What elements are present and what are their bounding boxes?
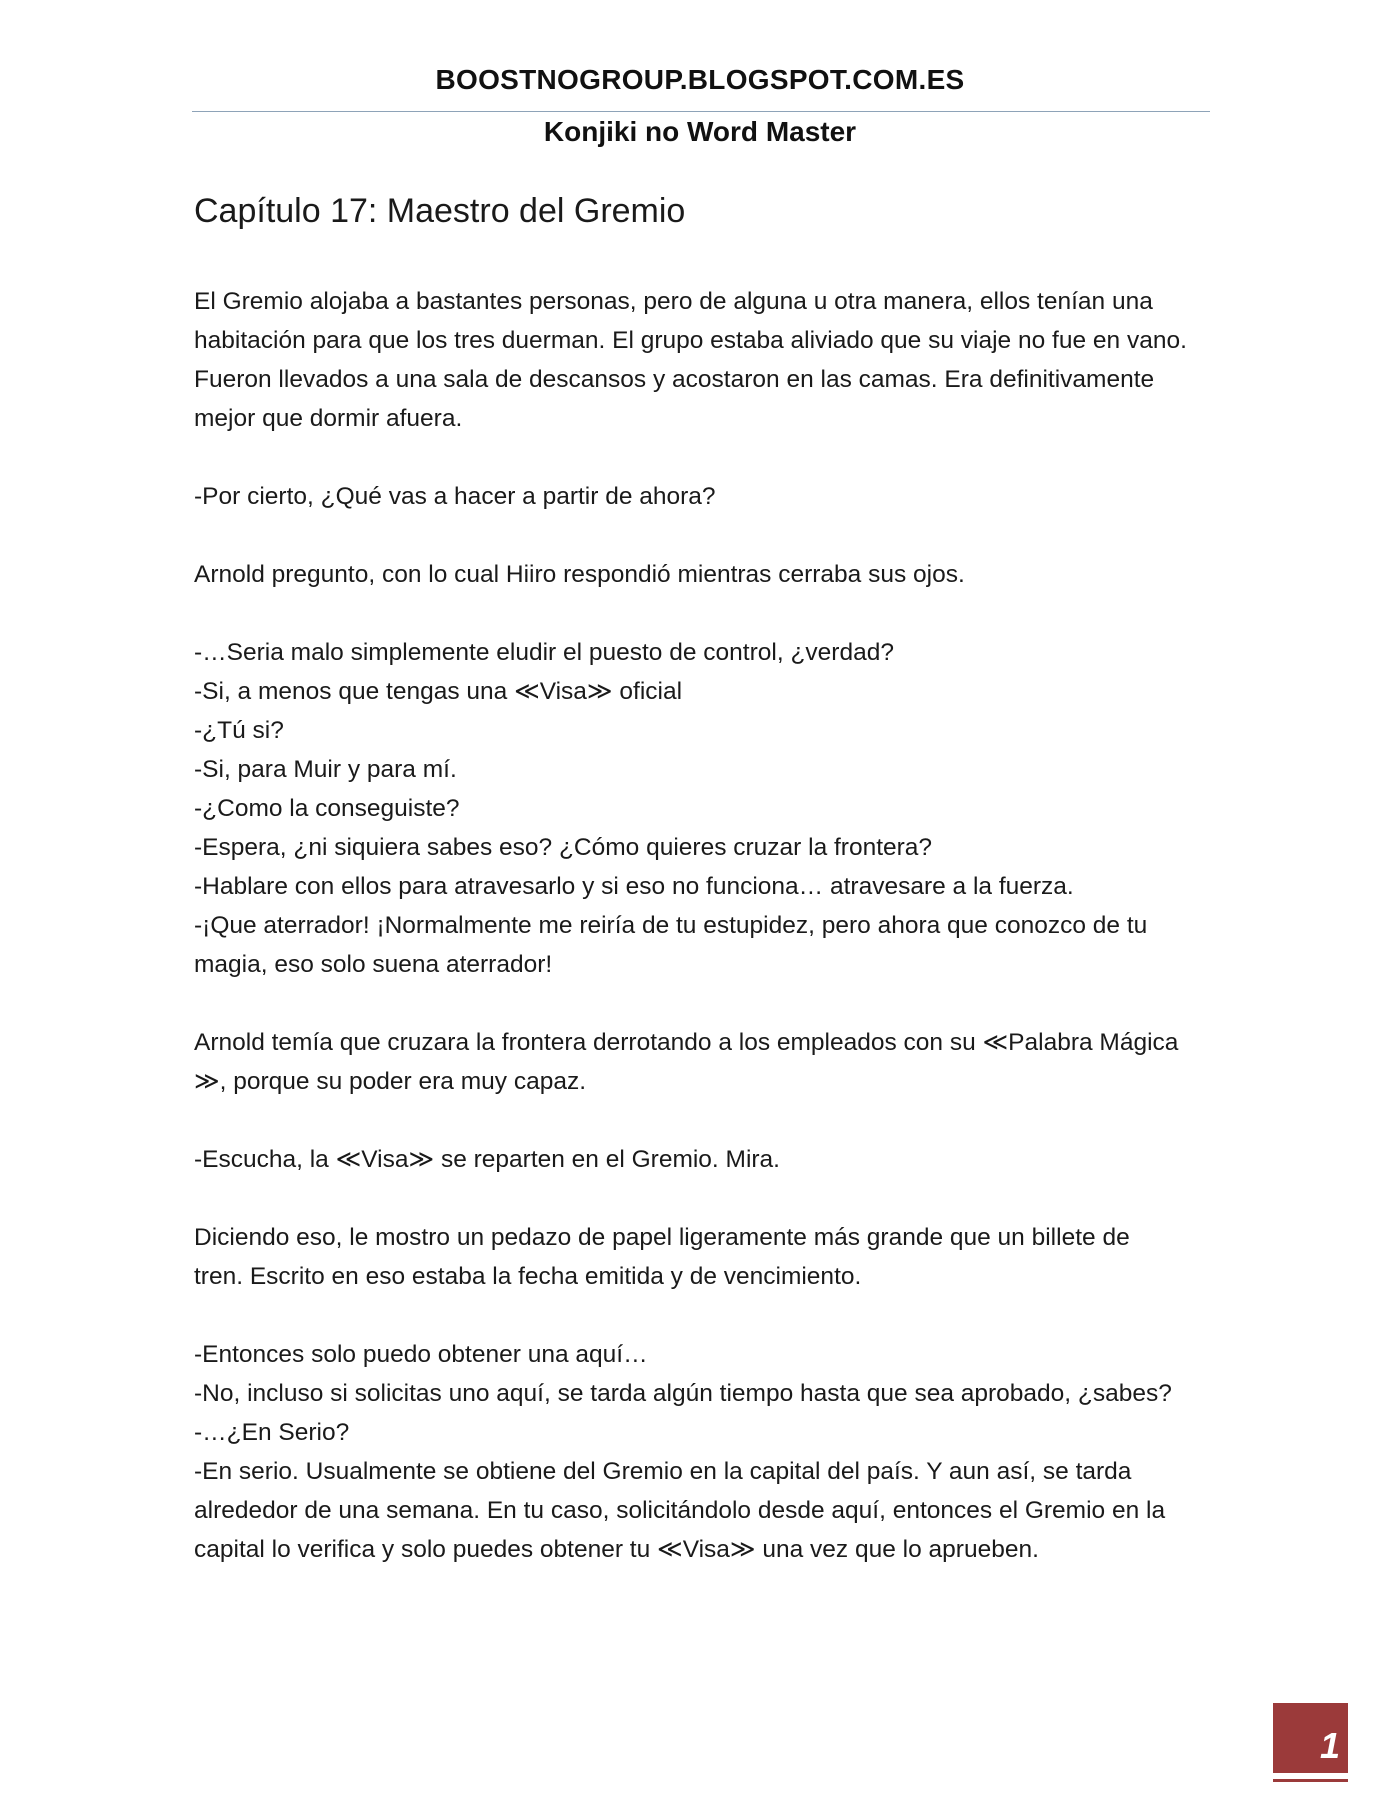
text-line: -¡Que aterrador! ¡Normalmente me reiría de tu estupidez, pero ahora que conozco de tu [194, 912, 1148, 939]
page-number: 1 [1319, 1725, 1340, 1766]
text-line: -…¿En Serio? [194, 1419, 350, 1446]
paragraph [194, 477, 1224, 516]
text-line: -Espera, ¿ni siquiera sabes eso? ¿Cómo quieres cruzar la frontera? [194, 834, 933, 861]
text-line: -…Seria malo simplemente eludir el puesto de control, ¿verdad? [194, 639, 894, 666]
paragraph [194, 1023, 1224, 1101]
header-book-title: Konjiki no Word Master [543, 116, 857, 147]
paragraph [194, 1140, 1224, 1179]
text-line: -¿Como la conseguiste? [194, 795, 460, 822]
chapter-body [194, 282, 1224, 1569]
page-number-box [1273, 1703, 1348, 1773]
text-line: -Hablare con ellos para atravesarlo y si eso no funciona… atravesare a la fuerza. [194, 873, 1074, 900]
paragraph [194, 633, 1224, 984]
text-line: Arnold temía que cruzara la frontera derrotando a los empleados con su ≪Palabra Mágica [194, 1029, 1179, 1056]
text-line: -¿Tú si? [194, 717, 284, 744]
header-site-url: BOOSTNOGROUP.BLOGSPOT.COM.ES [435, 64, 965, 95]
chapter-title: Capítulo 17: Maestro del Gremio [194, 192, 686, 230]
text-line: magia, eso solo suena aterrador! [194, 951, 553, 978]
text-line: tren. Escrito en eso estaba la fecha emitida y de vencimiento. [194, 1263, 862, 1290]
text-line: Diciendo eso, le mostro un pedazo de papel ligeramente más grande que un billete de [194, 1224, 1130, 1251]
text-line: -Si, para Muir y para mí. [194, 756, 457, 783]
text-line: Fueron llevados a una sala de descansos y acostaron en las camas. Era definitivamente [194, 366, 1155, 393]
text-line: -No, incluso si solicitas uno aquí, se tarda algún tiempo hasta que sea aprobado, ¿sabes? [194, 1380, 1172, 1407]
text-line: capital lo verifica y solo puedes obtener tu ≪Visa≫ una vez que lo aprueben. [194, 1536, 1039, 1563]
page-number-underline [1273, 1779, 1348, 1782]
text-line: -En serio. Usualmente se obtiene del Gremio en la capital del país. Y aun así, se tarda [194, 1458, 1132, 1485]
text-line: alrededor de una semana. En tu caso, solicitándolo desde aquí, entonces el Gremio en la [194, 1497, 1166, 1524]
text-line: El Gremio alojaba a bastantes personas, pero de alguna u otra manera, ellos tenían una [194, 288, 1153, 315]
text-line: ≫, porque su poder era muy capaz. [194, 1068, 586, 1095]
text-line: Arnold pregunto, con lo cual Hiiro respondió mientras cerraba sus ojos. [194, 561, 965, 588]
paragraph [194, 1335, 1224, 1569]
text-line: -Entonces solo puedo obtener una aquí… [194, 1341, 648, 1368]
header-divider [192, 111, 1210, 112]
paragraph [194, 1218, 1224, 1296]
text-line: -Por cierto, ¿Qué vas a hacer a partir de ahora? [194, 483, 716, 510]
text-line: habitación para que los tres duerman. El grupo estaba aliviado que su viaje no fue en vano. [194, 327, 1187, 354]
paragraph [194, 282, 1224, 438]
text-line: mejor que dormir afuera. [194, 405, 463, 432]
text-line: -Si, a menos que tengas una ≪Visa≫ oficial [194, 678, 683, 705]
text-line: -Escucha, la ≪Visa≫ se reparten en el Gremio. Mira. [194, 1146, 780, 1173]
paragraph [194, 555, 1224, 594]
